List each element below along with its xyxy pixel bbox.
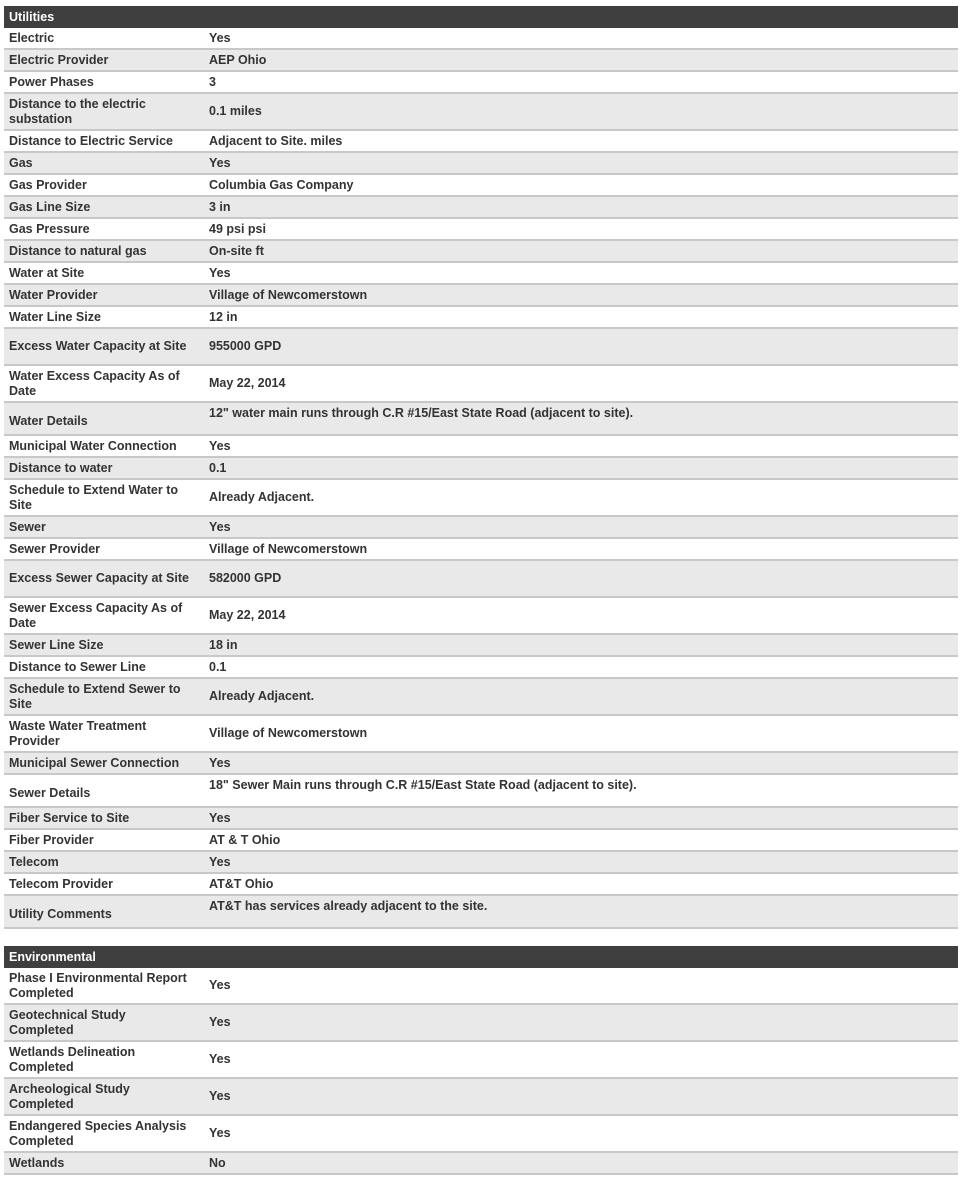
- table-row: [4, 28, 958, 49]
- row-label: Electric: [4, 28, 195, 49]
- table-row: [4, 262, 958, 284]
- row-label: Phase I Environmental Report Completed: [4, 968, 195, 1004]
- row-label: Power Phases: [4, 71, 195, 93]
- table-row: [4, 479, 958, 516]
- row-label: Water Line Size: [4, 306, 195, 328]
- table-row: [4, 752, 958, 774]
- table-row: [4, 130, 958, 152]
- table-row: [4, 435, 958, 457]
- table-row: [4, 678, 958, 715]
- table-row: [4, 365, 958, 402]
- row-label: Water Provider: [4, 284, 195, 306]
- table-row: [4, 306, 958, 328]
- row-label: Fiber Service to Site: [4, 807, 195, 829]
- row-value: 18" Sewer Main runs through C.R #15/East State Road (adjacent to site).: [195, 774, 958, 807]
- row-value: May 22, 2014: [195, 365, 958, 402]
- row-label: Gas Line Size: [4, 196, 195, 218]
- table-row: [4, 1078, 958, 1115]
- row-value: AEP Ohio: [195, 49, 958, 71]
- row-value: Yes: [195, 152, 958, 174]
- row-value: 955000 GPD: [195, 328, 958, 365]
- row-value: May 22, 2014: [195, 597, 958, 634]
- table-row: [4, 240, 958, 262]
- row-label: Water Excess Capacity As of Date: [4, 365, 195, 402]
- row-value: Columbia Gas Company: [195, 174, 958, 196]
- table-row: [4, 829, 958, 851]
- row-label: Distance to the electric substation: [4, 93, 195, 130]
- row-value: Village of Newcomerstown: [195, 538, 958, 560]
- row-value: AT & T Ohio: [195, 829, 958, 851]
- table-row: [4, 597, 958, 634]
- table-row: [4, 174, 958, 196]
- row-value: Yes: [195, 807, 958, 829]
- row-value: Yes: [195, 752, 958, 774]
- table-row: [4, 1152, 958, 1174]
- row-value: Yes: [195, 1115, 958, 1152]
- table-row: [4, 152, 958, 174]
- table-row: [4, 71, 958, 93]
- section-title-utilities: Utilities: [4, 6, 958, 28]
- row-value: 0.1: [195, 457, 958, 479]
- environmental-section: [4, 946, 958, 1175]
- row-label: Distance to water: [4, 457, 195, 479]
- row-value: Yes: [195, 968, 958, 1004]
- row-label: Telecom Provider: [4, 873, 195, 895]
- table-row: [4, 851, 958, 873]
- row-value: 18 in: [195, 634, 958, 656]
- table-row: [4, 560, 958, 597]
- row-label: Electric Provider: [4, 49, 195, 71]
- row-label: Municipal Sewer Connection: [4, 752, 195, 774]
- row-label: Schedule to Extend Sewer to Site: [4, 678, 195, 715]
- row-value: Village of Newcomerstown: [195, 284, 958, 306]
- table-row: [4, 328, 958, 365]
- table-row: [4, 1004, 958, 1041]
- row-label: Schedule to Extend Water to Site: [4, 479, 195, 516]
- row-label: Sewer Excess Capacity As of Date: [4, 597, 195, 634]
- row-label: Fiber Provider: [4, 829, 195, 851]
- row-value: Yes: [195, 1004, 958, 1041]
- row-value: 12 in: [195, 306, 958, 328]
- row-value: Yes: [195, 1078, 958, 1115]
- section-title-environmental: Environmental: [4, 946, 958, 968]
- table-row: [4, 516, 958, 538]
- row-label: Telecom: [4, 851, 195, 873]
- table-row: [4, 1115, 958, 1152]
- table-row: [4, 634, 958, 656]
- table-row: [4, 1041, 958, 1078]
- table-row: [4, 715, 958, 752]
- row-value: AT&T Ohio: [195, 873, 958, 895]
- environmental-table: [4, 968, 958, 1175]
- row-label: Sewer: [4, 516, 195, 538]
- row-label: Waste Water Treatment Provider: [4, 715, 195, 752]
- row-label: Gas: [4, 152, 195, 174]
- row-label: Excess Sewer Capacity at Site: [4, 560, 195, 597]
- row-value: Already Adjacent.: [195, 678, 958, 715]
- row-value: Yes: [195, 262, 958, 284]
- row-value: Adjacent to Site. miles: [195, 130, 958, 152]
- table-row: [4, 774, 958, 807]
- table-row: [4, 968, 958, 1004]
- row-label: Sewer Line Size: [4, 634, 195, 656]
- row-value: 0.1: [195, 656, 958, 678]
- row-label: Water Details: [4, 402, 195, 435]
- row-label: Distance to natural gas: [4, 240, 195, 262]
- row-label: Sewer Details: [4, 774, 195, 807]
- row-value: Yes: [195, 851, 958, 873]
- row-value: On-site ft: [195, 240, 958, 262]
- table-row: [4, 873, 958, 895]
- row-value: Already Adjacent.: [195, 479, 958, 516]
- row-label: Geotechnical Study Completed: [4, 1004, 195, 1041]
- table-row: [4, 218, 958, 240]
- table-row: [4, 196, 958, 218]
- row-label: Gas Provider: [4, 174, 195, 196]
- row-value: Village of Newcomerstown: [195, 715, 958, 752]
- row-value: Yes: [195, 28, 958, 49]
- row-label: Sewer Provider: [4, 538, 195, 560]
- row-value: 3: [195, 71, 958, 93]
- row-label: Utility Comments: [4, 895, 195, 928]
- row-value: 3 in: [195, 196, 958, 218]
- table-row: [4, 807, 958, 829]
- utilities-table: [4, 28, 958, 929]
- row-value: AT&T has services already adjacent to the site.: [195, 895, 958, 928]
- row-label: Endangered Species Analysis Completed: [4, 1115, 195, 1152]
- row-label: Distance to Electric Service: [4, 130, 195, 152]
- table-row: [4, 49, 958, 71]
- table-row: [4, 656, 958, 678]
- row-label: Gas Pressure: [4, 218, 195, 240]
- row-value: No: [195, 1152, 958, 1174]
- table-row: [4, 895, 958, 928]
- table-row: [4, 457, 958, 479]
- row-value: 582000 GPD: [195, 560, 958, 597]
- utilities-section: [4, 6, 958, 929]
- row-label: Archeological Study Completed: [4, 1078, 195, 1115]
- row-label: Wetlands: [4, 1152, 195, 1174]
- row-value: 12" water main runs through C.R #15/East State Road (adjacent to site).: [195, 402, 958, 435]
- table-row: [4, 538, 958, 560]
- row-value: Yes: [195, 1041, 958, 1078]
- row-value: 0.1 miles: [195, 93, 958, 130]
- table-row: [4, 402, 958, 435]
- row-label: Wetlands Delineation Completed: [4, 1041, 195, 1078]
- row-value: Yes: [195, 435, 958, 457]
- row-label: Water at Site: [4, 262, 195, 284]
- row-label: Municipal Water Connection: [4, 435, 195, 457]
- row-label: Distance to Sewer Line: [4, 656, 195, 678]
- table-row: [4, 284, 958, 306]
- row-value: Yes: [195, 516, 958, 538]
- table-row: [4, 93, 958, 130]
- row-label: Excess Water Capacity at Site: [4, 328, 195, 365]
- row-value: 49 psi psi: [195, 218, 958, 240]
